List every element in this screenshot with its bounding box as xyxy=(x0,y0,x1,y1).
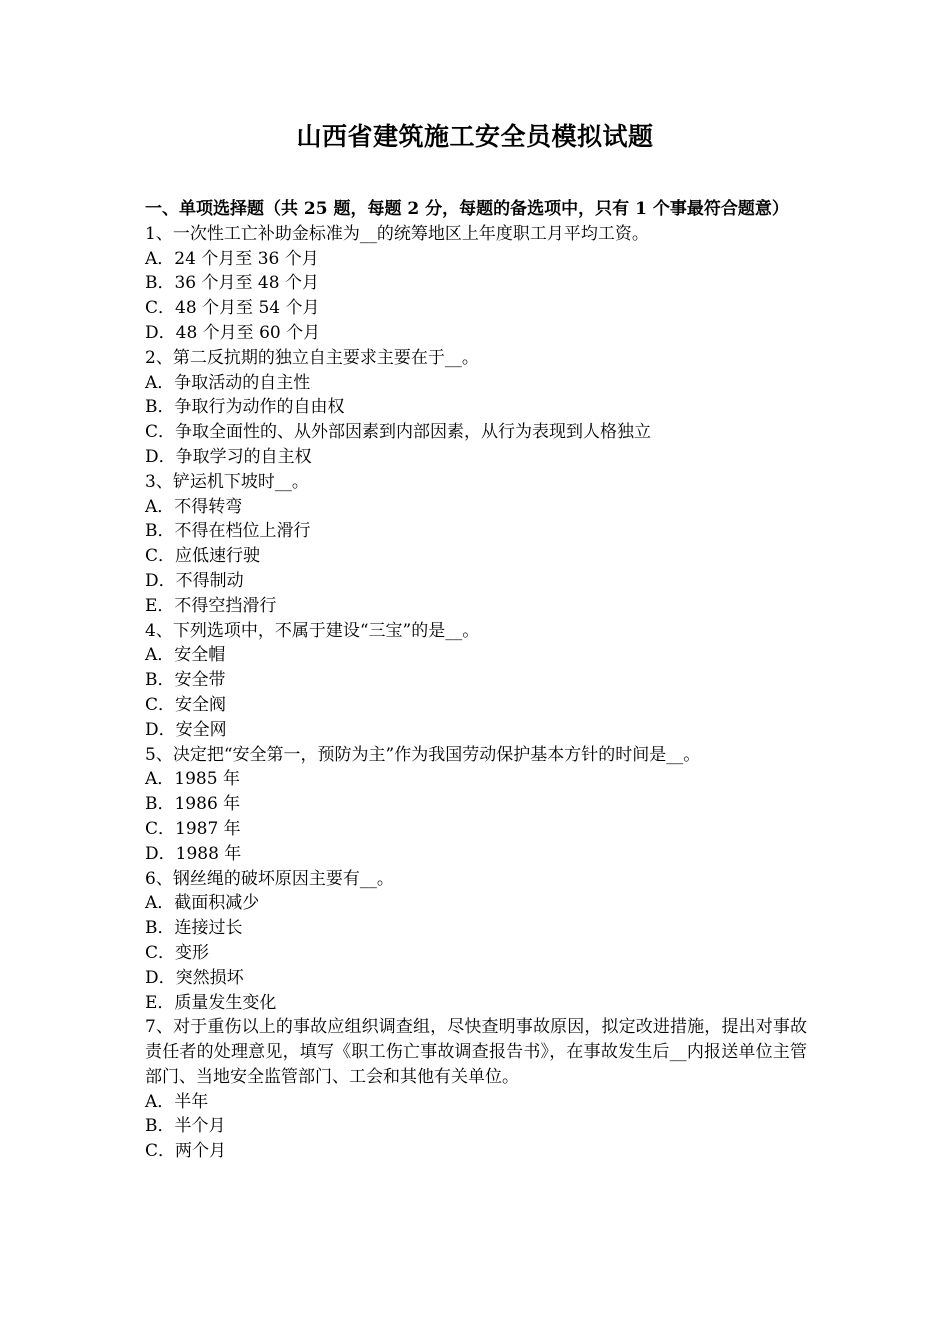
option-a: A．半年 xyxy=(145,1091,209,1112)
question-6 xyxy=(145,867,807,1016)
question-text: 4、下列选项中，不属于建设“三宝”的是__。 xyxy=(145,620,480,641)
option-b: B．不得在档位上滑行 xyxy=(145,521,311,542)
option-d: D．48 个月至 60 个月 xyxy=(145,322,321,343)
question-2 xyxy=(145,346,807,470)
option-c: C．1987 年 xyxy=(145,818,241,839)
option-a: A．1985 年 xyxy=(145,769,240,790)
option-e: E．质量发生变化 xyxy=(145,992,277,1013)
option-a: A．争取活动的自主性 xyxy=(145,372,311,393)
question-4 xyxy=(145,619,807,743)
question-text: 6、钢丝绳的破坏原因主要有__。 xyxy=(145,868,394,889)
document-body xyxy=(145,197,807,1164)
option-a: A．截面积减少 xyxy=(145,893,260,914)
option-b: B．1986 年 xyxy=(145,794,241,815)
question-text: 3、铲运机下坡时__。 xyxy=(145,471,309,492)
option-c: C．争取全面性的、从外部因素到内部因素，从行为表现到人格独立 xyxy=(145,422,652,443)
question-text: 2、第二反抗期的独立自主要求主要在于__。 xyxy=(145,347,479,368)
option-d: D．1988 年 xyxy=(145,843,242,864)
option-a: A．安全帽 xyxy=(145,645,226,666)
document-title: 山西省建筑施工安全员模拟试题 xyxy=(296,122,654,151)
option-a: A．不得转弯 xyxy=(145,496,243,517)
option-c: C．两个月 xyxy=(145,1141,227,1162)
option-d: D．争取学习的自主权 xyxy=(145,446,312,467)
option-a: A．24 个月至 36 个月 xyxy=(145,248,319,269)
question-text: 7、对于重伤以上的事故应组织调查组，尽快查明事故原因，拟定改进措施，提出对事故责任者的处理意见，填写《职工伤亡事故调查报告书》，在事故发生后__内报送单位主管部门、当地安全监管部门、工会和其他有关单位。 xyxy=(145,1017,807,1087)
question-7 xyxy=(145,1015,807,1164)
option-e: E．不得空挡滑行 xyxy=(145,595,277,616)
section-header: 一、单项选择题（共 25 题，每题 2 分，每题的备选项中，只有 1 个事最符合题意） xyxy=(145,199,789,219)
option-d: D．不得制动 xyxy=(145,570,244,591)
question-3 xyxy=(145,470,807,619)
question-text: 1、一次性工亡补助金标准为__的统筹地区上年度职工月平均工资。 xyxy=(145,223,649,244)
question-1 xyxy=(145,222,807,346)
option-c: C．应低速行驶 xyxy=(145,546,261,567)
option-d: D．突然损坏 xyxy=(145,967,244,988)
option-c: C．安全阀 xyxy=(145,694,227,715)
option-c: C．48 个月至 54 个月 xyxy=(145,298,320,319)
question-5 xyxy=(145,743,807,867)
option-b: B．安全带 xyxy=(145,670,226,691)
option-b: B．36 个月至 48 个月 xyxy=(145,273,319,294)
option-b: B．连接过长 xyxy=(145,918,243,939)
option-c: C．变形 xyxy=(145,942,210,963)
question-text: 5、决定把“安全第一，预防为主”作为我国劳动保护基本方针的时间是__。 xyxy=(145,744,701,765)
option-b: B．争取行为动作的自由权 xyxy=(145,397,345,418)
option-d: D．安全网 xyxy=(145,719,227,740)
option-b: B．半个月 xyxy=(145,1116,226,1137)
